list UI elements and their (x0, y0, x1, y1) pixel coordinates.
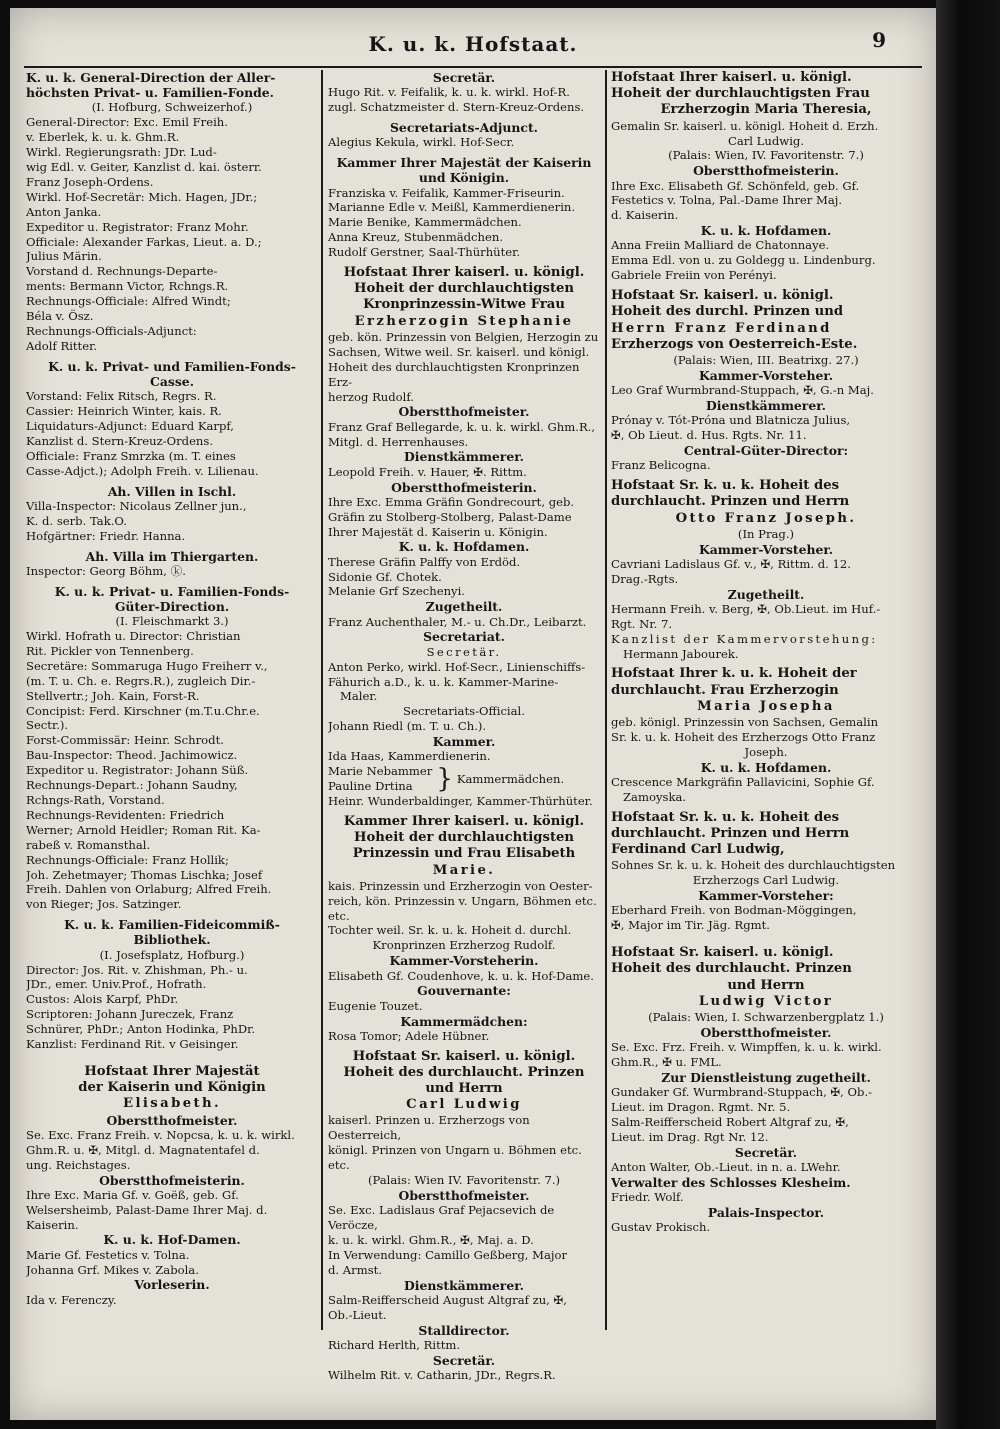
entry-line: v. Eberlek, k. u. k. Ghm.R. (26, 130, 180, 145)
subheading: Oberstthofmeisterin. (391, 479, 537, 495)
entry-line: Melanie Grf Szechenyi. (328, 584, 465, 599)
entry-line: Crescence Markgräfin Pallavicini, Sophie Gf. (611, 775, 875, 790)
entry-line: Liquidaturs-Adjunct: Eduard Karpf, (26, 419, 234, 434)
subheading: Oberstthofmeister. (398, 1187, 530, 1203)
entry-line: Kanzlist: Ferdinand Rit. v Geisinger. (26, 1037, 239, 1052)
entry-line: zugl. Schatzmeister d. Stern-Kreuz-Ordens. (328, 100, 585, 115)
subheading: Kammermädchen: (400, 1013, 528, 1029)
entry-line: Alegius Kekula, wirkl. Hof-Secr. (328, 135, 515, 150)
entry-line: Zamoyska. (623, 789, 687, 804)
entry-line: Wirkl. Hofrath u. Director: Christian (26, 629, 241, 643)
entry-line: geb. königl. Prinzessin von Sachsen, Gemalin (611, 715, 879, 730)
entry-line: Wirkl. Hof-Secretär: Mich. Hagen, JDr.; (26, 189, 258, 204)
entry-line: Sohnes Sr. k. u. k. Hoheit des durchlauchtigsten (611, 858, 896, 873)
entry-line: Franz Belicogna. (611, 458, 711, 473)
entry-line: ✠, Ob Lieut. d. Hus. Rgts. Nr. 11. (611, 428, 807, 443)
entry-line: Custos: Alois Karpf, PhDr. (26, 992, 179, 1007)
entry-line: Sidonie Gf. Chotek. (328, 569, 442, 584)
page-header: K. u. k. Hofstaat. (368, 32, 578, 56)
entry-line: Johann Riedl (m. T. u. Ch.). (328, 719, 487, 734)
section-heading: Maria Josepha (697, 698, 835, 714)
entry-line: Gustav Prokisch. (611, 1220, 711, 1235)
column-divider-right (605, 70, 607, 1330)
section-hofstaat-kaiserin (26, 1064, 318, 1308)
entry-line: Anton Walter, Ob.-Lieut. in n. a. LWehr. (611, 1160, 841, 1175)
brace-glyph: } (436, 764, 453, 795)
subheading: K. u. k. Hofdamen. (398, 539, 530, 555)
section-heading: Erzherzogs von Oesterreich-Este. (611, 336, 858, 352)
subheading: Secretariats-Official. (403, 704, 525, 719)
entry-line: Anton Janka. (26, 204, 102, 219)
entry-line: Franz Joseph-Ordens. (26, 174, 154, 189)
section-heading: Güter-Direction. (114, 598, 230, 614)
subheading: K. u. k. Hof-Damen. (103, 1232, 241, 1248)
entry-line: kais. Prinzessin und Erzherzogin von Oester- (328, 878, 593, 893)
subheading: Zugetheilt. (727, 586, 805, 602)
entry-line: Expeditor u. Registrator: Franz Mohr. (26, 219, 249, 234)
section-heading: Hoheit des durchlaucht. Prinzen (611, 961, 852, 977)
entry-line: Bau-Inspector: Theod. Jachimowicz. (26, 748, 238, 763)
entry-line: Ida v. Ferenczy. (26, 1292, 117, 1307)
column-1 (26, 70, 318, 1410)
section-heading: Hoheit des durchlaucht. Prinzen (343, 1064, 585, 1080)
entry-line: Ida Haas, Kammerdienerin. (328, 749, 491, 764)
subheading: Gouvernante: (417, 983, 511, 999)
entry-line: General-Director: Exc. Emil Freih. (26, 115, 228, 130)
section-heading: Bibliothek. (133, 932, 211, 948)
subheading: Zur Dienstleistung zugetheilt. (661, 1070, 871, 1085)
entry-line: Vorstand d. Rechnungs-Departe- (26, 264, 218, 279)
address: (I. Hofburg, Schweizerhof.) (91, 100, 253, 115)
entry-line: Franz Graf Bellegarde, k. u. k. wirkl. Ghm.R., (328, 419, 596, 434)
entry-line: Kanzlist der Kammervorstehung: (611, 631, 878, 646)
entry-line: Prónay v. Tót-Próna und Blatnicza Julius, (611, 413, 851, 428)
section-heading: K. u. k. Privat- u. Familien-Fonds- (54, 583, 290, 599)
entry-line: (m. T. u. Ch. e. Regrs.R.), zugleich Dir.- (26, 673, 256, 688)
entry-line: ung. Reichstages. (26, 1157, 131, 1172)
subheading: Oberstthofmeister. (398, 404, 530, 420)
entry-line: In Verwendung: Camillo Geßberg, Major (328, 1247, 568, 1262)
page-number: 9 (872, 28, 886, 52)
subheading: Dienstkämmerer. (404, 1277, 524, 1293)
entry-line: Erzherzogs Carl Ludwig. (692, 873, 840, 888)
entry-line: Expeditor u. Registrator: Johann Süß. (26, 763, 249, 778)
section-general-direction (26, 70, 318, 354)
entry-line: Se. Exc. Franz Freih. v. Nopcsa, k. u. k. wirkl. (26, 1127, 295, 1142)
subheading: Dienstkämmerer. (404, 449, 524, 465)
entry-line: Sr. k. u. k. Hoheit des Erzherzogs Otto Franz (611, 730, 876, 744)
entry-line: Cavriani Ladislaus Gf. v., ✠, Rittm. d. 12. (611, 556, 851, 571)
subheading: Oberstthofmeisterin. (693, 163, 839, 179)
section-hofstaat-stephanie (328, 265, 600, 809)
section-heading: K. u. k. Privat- und Familien-Fonds- (48, 358, 296, 374)
entry-line: Kammermädchen. (456, 771, 565, 786)
entry-line: reich, kön. Prinzessin v. Ungarn, Böhmen etc. etc. (328, 893, 597, 923)
column-divider-left (321, 70, 323, 1330)
entry-line: Rudolf Gerstner, Saal-Thürhüter. (328, 245, 521, 260)
entry-line: Hoheit des durchlauchtigsten Kronprinzen Erz- (328, 359, 580, 389)
address: (In Prag.) (737, 526, 795, 541)
entry-line: d. Armst. (328, 1262, 382, 1277)
section-villen-ischl (26, 484, 318, 544)
subheading: Kammer-Vorsteherin. (389, 953, 539, 969)
subheading: Oberstthofmeister. (106, 1112, 238, 1128)
section-heading: Ah. Villa im Thiergarten. (85, 548, 259, 564)
section-heading: Hofstaat Ihrer k. u. k. Hoheit der (611, 666, 857, 682)
entry-line: d. Kaiserin. (611, 208, 679, 223)
page-edge-shadow (936, 0, 1000, 1429)
entry-line: Se. Exc. Frz. Freih. v. Wimpffen, k. u. k. wirkl. (611, 1040, 882, 1055)
subheading: Secretariat. (423, 629, 505, 645)
section-heading: Ah. Villen in Ischl. (107, 483, 237, 499)
subheading: Kammer. (432, 734, 496, 750)
entry-line: Anna Kreuz, Stubenmädchen. (328, 230, 504, 245)
entry-line: Adolf Ritter. (26, 338, 98, 353)
section-heading: Otto Franz Joseph. (675, 510, 857, 526)
entry-line: von Rieger; Jos. Satzinger. (26, 897, 182, 912)
section-heading: Hoheit der durchlauchtigsten (353, 281, 575, 297)
section-heading: Kammer Ihrer kaiserl. u. königl. (343, 813, 585, 829)
subheading: Kammer-Vorsteher. (698, 367, 834, 383)
section-heading: K. u. k. General-Direction der Aller- (26, 70, 276, 85)
entry-line: Secretäre: Sommaruga Hugo Freiherr v., (26, 658, 268, 673)
entry-line: Marianne Edle v. Meißl, Kammerdienerin. (328, 200, 576, 215)
entry-line: kaiserl. Prinzen u. Erzherzogs von Oesterreich, (328, 1113, 530, 1143)
entry-line: Joh. Zehetmayer; Thomas Lischka; Josef (26, 867, 263, 882)
section-heading: Ludwig Victor (698, 993, 834, 1009)
address: (Palais: Wien, IV. Favoritenstr. 7.) (668, 148, 864, 163)
entry-line: Lieut. im Dragon. Rgmt. Nr. 5. (611, 1100, 791, 1115)
entry-line: Elisabeth Gf. Coudenhove, k. u. k. Hof-Dame. (328, 968, 594, 983)
subheading: K. u. k. Hofdamen. (700, 759, 832, 775)
entry-line: Sachsen, Witwe weil. Sr. kaiserl. und königl. (328, 344, 590, 359)
entry-line: Gabriele Freiin von Perényi. (611, 268, 777, 283)
entry-line: Gräfin zu Stolberg-Stolberg, Palast-Dame (328, 509, 572, 524)
section-heading: Hoheit der durchlauchtigsten (353, 830, 575, 846)
section-bibliothek (26, 917, 318, 1052)
entry-line: Ihrer Majestät d. Kaiserin u. Königin. (328, 524, 548, 539)
section-heading: Casse. (149, 374, 195, 390)
address: (Palais: Wien IV. Favoritenstr. 7.) (367, 1173, 561, 1188)
entry-line: Festetics v. Tolna, Pal.-Dame Ihrer Maj. (611, 193, 843, 208)
subheading: Secretär. (432, 70, 496, 85)
entry-line: Ghm.R. u. ✠, Mitgl. d. Magnatentafel d. (26, 1142, 260, 1157)
section-heading: Erzherzogin Stephanie (354, 313, 574, 329)
entry-line: Ihre Exc. Emma Gräfin Gondrecourt, geb. (328, 494, 575, 509)
entry-line: Eugenie Touzet. (328, 998, 423, 1013)
entry-line: herzog Rudolf. (328, 389, 414, 404)
entry-line: Forst-Commissär: Heinr. Schrodt. (26, 733, 224, 748)
section-hofstaat-ludwig-victor (611, 945, 921, 1235)
entry-line: Maler. (340, 689, 378, 704)
section-villa-thiergarten (26, 549, 318, 579)
section-secretariats-adjunct (328, 120, 600, 150)
entry-line: Heinr. Wunderbaldinger, Kammer-Thürhüter. (328, 794, 593, 809)
section-hofstaat-franz-ferdinand (611, 288, 921, 473)
subheading: Vorleserin. (134, 1277, 210, 1293)
section-heading: und Herrn (727, 977, 805, 993)
entry-line: ments: Bermann Victor, Rchngs.R. (26, 279, 229, 294)
entry-line: Mitgl. d. Herrenhauses. (328, 434, 469, 449)
entry-line: Tochter weil. Sr. k. u. k. Hoheit d. durchl. (328, 923, 572, 938)
section-heading: der Kaiserin und Königin (78, 1080, 266, 1096)
entry-line: k. u. k. wirkl. Ghm.R., ✠, Maj. a. D. (328, 1232, 534, 1247)
section-heading: Hofstaat Sr. kaiserl. u. königl. (352, 1048, 576, 1064)
entry-line: Marie Nebammer (328, 764, 433, 779)
address: (Palais: Wien, III. Beatrixg. 27.) (673, 352, 859, 367)
entry-line: Therese Gräfin Palffy von Erdöd. (328, 554, 521, 569)
entry-line: Hermann Jabourek. (623, 646, 739, 661)
entry-line: rabeß v. Romansthal. (26, 837, 151, 852)
entry-line: Ob.-Lieut. (328, 1307, 387, 1322)
entry-line: geb. kön. Prinzessin von Belgien, Herzogin zu (328, 329, 599, 344)
subheading: Dienstkämmerer. (706, 398, 826, 413)
entry-line: Welsersheimb, Palast-Dame Ihrer Maj. d. (26, 1202, 268, 1217)
section-heading: durchlaucht. Frau Erzherzogin (611, 682, 839, 698)
entry-line: Rechnungs-Officiale: Alfred Windt; (26, 294, 231, 309)
entry-line: wig Edl. v. Geiter, Kanzlist d. kai. österr. (26, 160, 262, 175)
section-heading: Hofstaat Sr. kaiserl. u. königl. (611, 288, 834, 304)
section-hofstaat-otto-franz (611, 478, 921, 661)
entry-line: ✠, Major im Tir. Jäg. Rgmt. (611, 918, 770, 933)
subheading: Kammer-Vorsteher: (698, 888, 834, 904)
entry-line: Kronprinzen Erzherzog Rudolf. (372, 938, 556, 953)
entry-line: Concipist: Ferd. Kirschner (m.T.u.Chr.e. (26, 703, 260, 718)
entry-line: Officiale: Franz Smrzka (m. T. eines (26, 448, 236, 463)
entry-line: Ghm.R., ✠ u. FML. (611, 1055, 722, 1070)
entry-line: Rgt. Nr. 7. (611, 616, 673, 631)
brace-group (328, 764, 600, 794)
section-heading: Hofstaat Ihrer kaiserl. u. königl. (343, 265, 585, 281)
entry-line: Werner; Arnold Heidler; Roman Rit. Ka- (26, 822, 261, 837)
section-heading: Kammer Ihrer Majestät der Kaiserin (336, 155, 592, 171)
address: (I. Fleischmarkt 3.) (115, 614, 229, 629)
entry-line: königl. Prinzen von Ungarn u. Böhmen etc. etc. (328, 1143, 582, 1173)
section-heading: Hofstaat Sr. k. u. k. Hoheit des (611, 478, 840, 494)
entry-line: K. d. serb. Tak.O. (26, 513, 127, 528)
subheading: Central-Güter-Director: (683, 443, 849, 459)
entry-line: Rechnungs-Depart.: Johann Saudny, (26, 778, 238, 793)
document-page (10, 8, 936, 1420)
entry-line: Kaiserin. (26, 1217, 79, 1232)
section-heading: Prinzessin und Frau Elisabeth (352, 846, 576, 862)
entry-line: Salm-Reifferscheid August Altgraf zu, ✠, (328, 1292, 567, 1307)
entry-line: Joseph. (744, 744, 788, 759)
entry-line: Fähurich a.D., k. u. k. Kammer-Marine- (328, 674, 559, 689)
entry-line: Villa-Inspector: Nicolaus Zellner jun., (26, 498, 247, 513)
subheading: Stalldirector. (418, 1322, 510, 1338)
entry-line: Hofgärtner: Friedr. Hanna. (26, 528, 186, 543)
address: (Palais: Wien, I. Schwarzenbergplatz 1.) (648, 1010, 884, 1025)
subheading: Zugetheilt. (425, 599, 503, 615)
section-gueter-direction (26, 584, 318, 913)
address: (I. Josefsplatz, Hofburg.) (99, 947, 245, 962)
section-hofstaat-maria-josepha (611, 666, 921, 804)
entry-line: Leopold Freih. v. Hauer, ✠. Rittm. (328, 464, 527, 479)
subheading: Kammer-Vorsteher. (698, 541, 834, 557)
entry-line: Salm-Reifferscheid Robert Altgraf zu, ✠, (611, 1115, 849, 1130)
entry-line: Rit. Pickler von Tennenberg. (26, 643, 194, 658)
entry-line: Sectr.). (26, 718, 69, 733)
entry-line: Stellvertr.; Joh. Kain, Forst-R. (26, 688, 200, 703)
column-3 (611, 70, 921, 1410)
section-heading: Carl Ludwig (406, 1097, 522, 1113)
entry-line: Richard Herlth, Rittm. (328, 1337, 461, 1352)
subheading: Verwalter des Schlosses Klesheim. (611, 1174, 851, 1190)
entry-line: Julius Märin. (26, 249, 102, 264)
entry-line: Friedr. Wolf. (611, 1190, 684, 1205)
section-kammer-kaiserin (328, 155, 600, 260)
entry-line: Officiale: Alexander Farkas, Lieut. a. D.; (26, 234, 262, 249)
entry-line: Eberhard Freih. von Bodman-Möggingen, (611, 903, 857, 918)
subheading: Palais-Inspector. (707, 1205, 825, 1221)
section-heading: Hoheit des durchl. Prinzen und (611, 304, 844, 320)
section-heading: Kronprinzessin-Witwe Frau (363, 297, 565, 313)
entry-line: Leo Graf Wurmbrand-Stuppach, ✠, G.-n Maj. (611, 383, 874, 398)
subheading: Oberstthofmeister. (700, 1024, 832, 1040)
section-heading: Herrn Franz Ferdinand (611, 320, 832, 336)
entry-line: Casse-Adjct.); Adolph Freih. v. Lilienau. (26, 463, 259, 478)
entry-line: Lieut. im Drag. Rgt Nr. 12. (611, 1129, 769, 1144)
entry-line: Rechnungs-Officiale: Franz Hollik; (26, 852, 229, 867)
entry-line: Schnürer, PhDr.; Anton Hodinka, PhDr. (26, 1022, 256, 1037)
entry-line: Inspector: Georg Böhm, ⓚ. (26, 563, 186, 578)
entry-line: Ihre Exc. Elisabeth Gf. Schönfeld, geb. Gf. (611, 178, 860, 193)
entry-line: Anton Perko, wirkl. Hof-Secr., Linienschiffs- (328, 659, 586, 674)
entry-line: Franz Auchenthaler, M.- u. Ch.Dr., Leibarzt. (328, 614, 587, 629)
entry-line: Director: Jos. Rit. v. Zhishman, Ph.- u. (26, 962, 248, 977)
brace-names (328, 764, 432, 794)
entry-line: Pauline Drtina (328, 779, 413, 794)
entry-line: Wirkl. Regierungsrath: JDr. Lud- (26, 145, 217, 160)
section-heading: K. u. k. Familien-Fideicommiß- (64, 917, 280, 933)
section-heading: durchlaucht. Prinzen und Herrn (611, 494, 850, 510)
section-heading: Elisabeth. (123, 1096, 221, 1112)
section-heading: Marie. (432, 862, 496, 878)
section-heading: Hofstaat Sr. k. u. k. Hoheit des (611, 809, 840, 825)
section-heading: Ferdinand Carl Ludwig, (611, 842, 785, 858)
entry-line: Johanna Grf. Mikes v. Zabola. (26, 1262, 199, 1277)
entry-line: Rosa Tomor; Adele Hübner. (328, 1028, 490, 1043)
entry-line: Béla v. Ösz. (26, 309, 94, 324)
column-2 (328, 70, 600, 1410)
entry-line: Rechnungs-Officials-Adjunct: (26, 324, 197, 338)
section-heading: und Herrn (425, 1081, 503, 1097)
subheading: Secretär. (734, 1144, 798, 1160)
entry-line: Gemalin Sr. kaiserl. u. königl. Hoheit d. Erzh. (611, 118, 879, 133)
entry-line: Emma Edl. von u. zu Goldegg u. Lindenburg. (611, 253, 876, 268)
section-heading: durchlaucht. Prinzen und Herrn (611, 826, 850, 842)
entry-line: Rechnungs-Revidenten: Friedrich (26, 807, 225, 822)
section-heading: Hofstaat Ihrer kaiserl. u. königl. (611, 70, 852, 85)
entry-line: Gundaker Gf. Wurmbrand-Stuppach, ✠, Ob.- (611, 1085, 873, 1100)
subheading: Secretär. (432, 1352, 496, 1368)
section-kammer-elisabeth (328, 814, 600, 1044)
section-hofstaat-carl-ludwig (328, 1049, 600, 1383)
entry-line: Wilhelm Rit. v. Catharin, JDr., Regrs.R. (328, 1368, 556, 1383)
section-heading: und Königin. (418, 170, 510, 186)
header-rule (24, 66, 922, 68)
entry-line: Se. Exc. Ladislaus Graf Pejacsevich de Veröcze, (328, 1203, 555, 1233)
entry-line: Scriptoren: Johann Jureczek, Franz (26, 1007, 234, 1022)
entry-line: Freih. Dahlen von Orlaburg; Alfred Freih. (26, 882, 272, 897)
entry-line: Vorstand: Felix Ritsch, Regrs. R. (26, 389, 217, 404)
entry-line: Ihre Exc. Maria Gf. v. Goëß, geb. Gf. (26, 1187, 239, 1202)
section-heading: höchsten Privat- u. Familien-Fonde. (26, 85, 274, 101)
entry-line: Kanzlist d. Stern-Kreuz-Ordens. (26, 433, 214, 448)
section-hofstaat-maria-theresia (611, 70, 921, 283)
entry-line: Cassier: Heinrich Winter, kais. R. (26, 404, 222, 419)
section-privat-casse (26, 359, 318, 479)
subheading: Oberstthofmeisterin. (99, 1172, 245, 1188)
entry-line: Carl Ludwig. (727, 133, 805, 148)
section-secretaer (328, 70, 600, 115)
entry-line: Hermann Freih. v. Berg, ✠, Ob.Lieut. im Huf.- (611, 601, 881, 616)
section-heading: Hofstaat Ihrer Majestät (84, 1063, 260, 1079)
entry-line: Marie Gf. Festetics v. Tolna. (26, 1247, 190, 1262)
section-heading: Hoheit der durchlauchtigsten Frau (611, 86, 870, 102)
entry-line: Marie Benike, Kammermädchen. (328, 215, 522, 230)
entry-line: Rchngs-Rath, Vorstand. (26, 792, 165, 807)
section-heading: Erzherzogin Maria Theresia, (660, 102, 872, 118)
entry-line: Anna Freiin Malliard de Chatonnaye. (611, 238, 830, 253)
section-heading: Hofstaat Sr. kaiserl. u. königl. (611, 945, 834, 961)
section-hofstaat-ferdinand-carl (611, 810, 921, 933)
subheading: K. u. k. Hofdamen. (700, 223, 832, 239)
entry-line: JDr., emer. Univ.Prof., Hofrath. (26, 977, 207, 992)
entry-line: Hugo Rit. v. Feifalik, k. u. k. wirkl. Hof-R. (328, 85, 570, 100)
subheading: Secretariats-Adjunct. (389, 120, 538, 136)
entry-line: Franziska v. Feifalik, Kammer-Friseurin. (328, 185, 565, 200)
entry-line: Drag.-Rgts. (611, 571, 679, 586)
subheading: Secretär. (426, 644, 502, 659)
